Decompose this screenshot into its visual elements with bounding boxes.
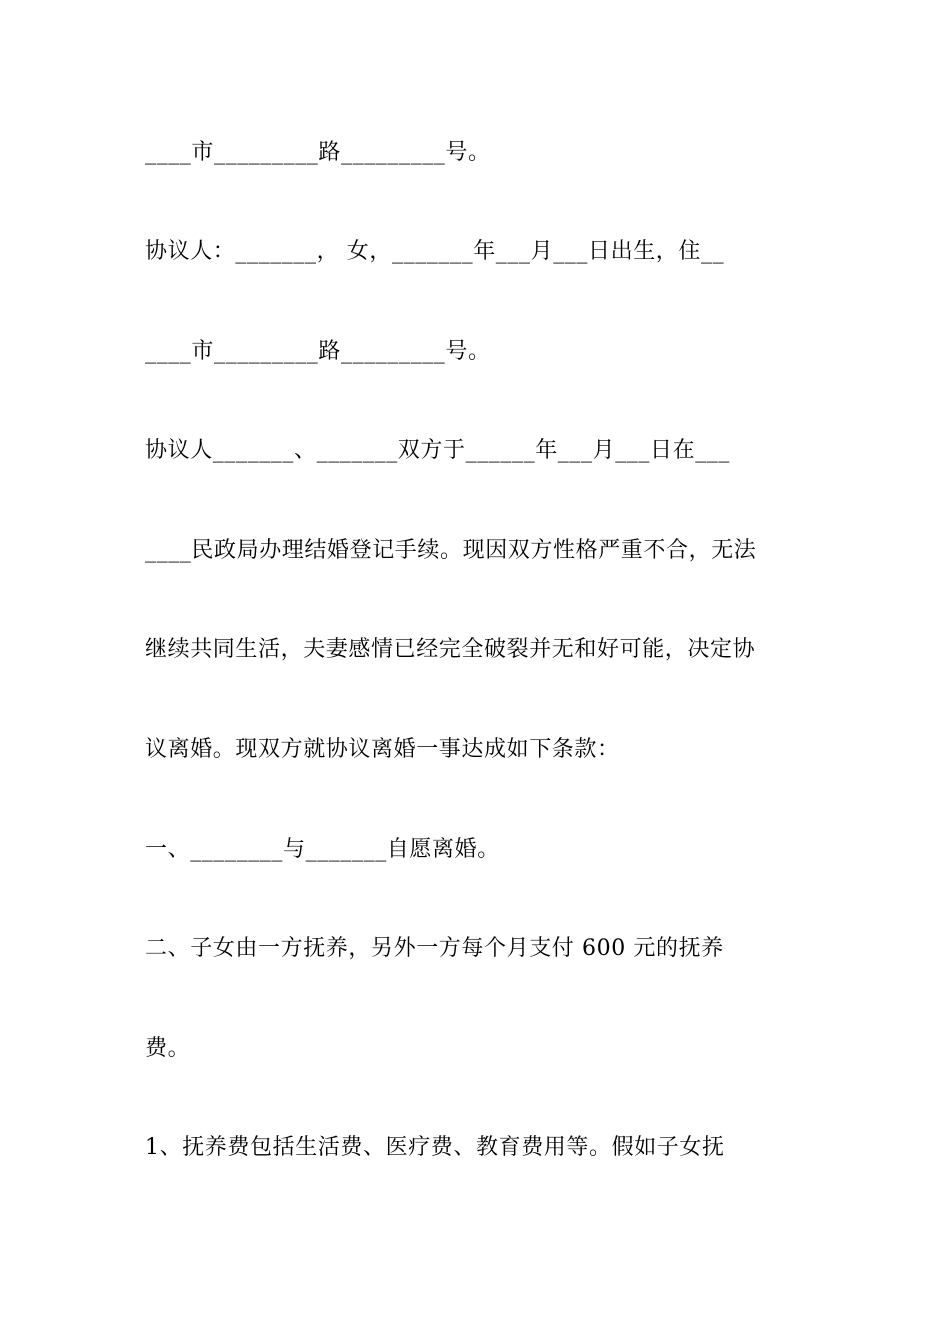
text-line: 继续共同生活，夫妻感情已经完全破裂并无和好可能，决定协 [145, 637, 756, 662]
text-line: 协议人_______、_______双方于______年___月___日在___ [145, 438, 731, 463]
text-line: ____民政局办理结婚登记手续。现因双方性格严重不合，无法 [145, 538, 757, 563]
text-line: ____市_________路_________号。 [145, 339, 491, 364]
text-line: 费。 [145, 1036, 191, 1061]
text-line: 一、________与_______自愿离婚。 [145, 837, 500, 862]
text-line: 协议人：_______， 女，_______年___月___日出生，住__ [145, 239, 725, 264]
text-line: ____市_________路_________号。 [145, 140, 491, 165]
text-line: 1、抚养费包括生活费、医疗费、教育费用等。假如子女抚 [145, 1135, 725, 1160]
text-line: 二、子女由一方抚养，另外一方每个月支付 600 元的抚养 [145, 936, 724, 961]
text-line: 议离婚。现双方就协议离婚一事达成如下条款： [145, 737, 620, 762]
